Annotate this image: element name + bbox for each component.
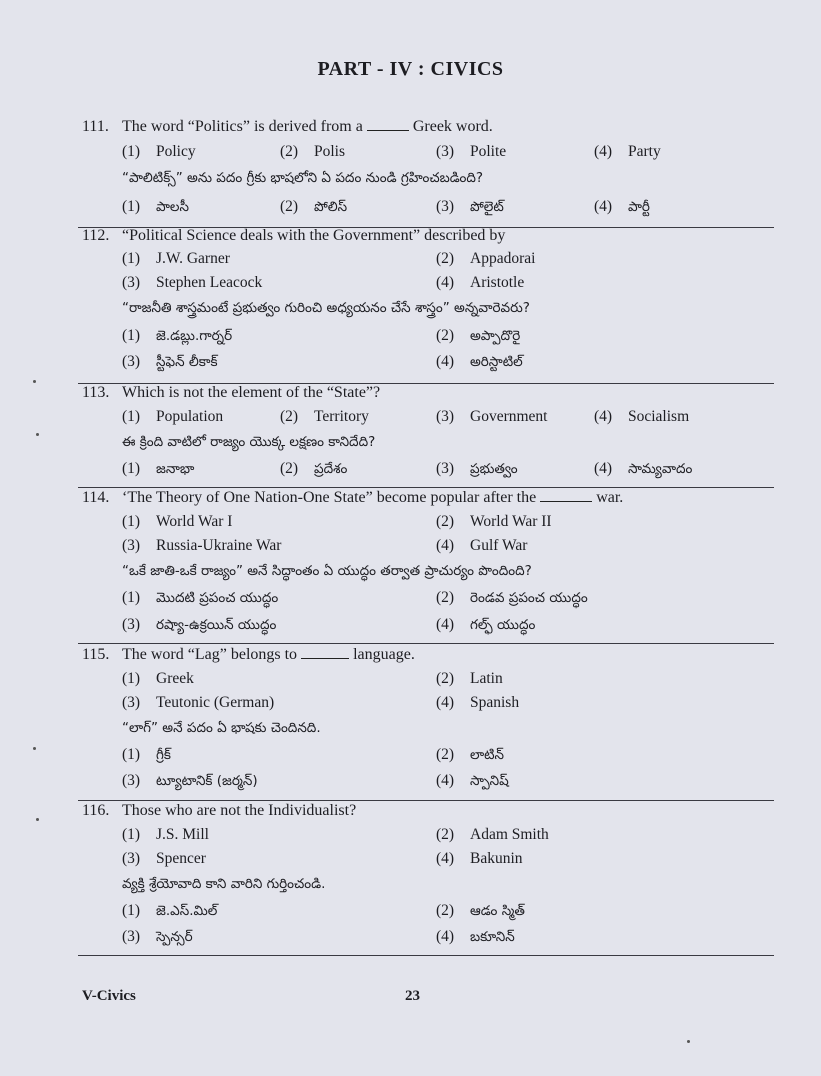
separator-line xyxy=(78,487,774,488)
option-4[interactable]: (4) Gulf War xyxy=(436,537,528,554)
telugu-options-row xyxy=(122,353,774,377)
telugu-option-1[interactable]: (1) జె.ఎస్.మిల్ xyxy=(122,902,218,919)
question-number: 112. xyxy=(82,227,110,244)
page-number: 23 xyxy=(405,988,420,1004)
option-2[interactable]: (2) World War II xyxy=(436,513,552,530)
option-3[interactable]: (3) Government xyxy=(436,408,548,425)
telugu-option-2[interactable]: (2) లాటిన్ xyxy=(436,746,505,763)
option-1[interactable]: (1) Population xyxy=(122,408,224,425)
telugu-question-text: “పాలిటిక్స్” అను పదం గ్రీకు భాషలోని ఏ పదం నుండి గ్రహించబడింది? xyxy=(122,170,484,186)
telugu-options-row xyxy=(122,616,774,640)
question-text: 113. Which is not the element of the “State”? xyxy=(82,384,381,401)
options-row xyxy=(122,513,774,537)
telugu-option-3[interactable]: (3) పోలైట్ xyxy=(436,198,504,215)
scan-speck xyxy=(687,1040,690,1043)
telugu-options-row xyxy=(122,460,774,484)
question-text: 111. The word “Politics” is derived from a Greek word. xyxy=(82,118,493,135)
telugu-options-row xyxy=(122,772,774,796)
telugu-question-text: “రాజనీతి శాస్త్రమంటే ప్రభుత్వం గురించి అధ్యయనం చేసే శాస్త్రం” అన్నవారెవరు? xyxy=(122,300,530,316)
question-text: 115. The word “Lag” belongs to language. xyxy=(82,646,415,663)
question-text: 112. “Political Science deals with the Government” described by xyxy=(82,227,506,244)
telugu-option-4[interactable]: (4) అరిస్టాటిల్ xyxy=(436,353,523,370)
option-3[interactable]: (3) Teutonic (German) xyxy=(122,694,275,711)
scan-speck xyxy=(36,433,39,436)
telugu-question-text: “లాగ్” అనే పదం ఏ భాషకు చెందినది. xyxy=(122,720,321,736)
telugu-option-4[interactable]: (4) బకూనిన్ xyxy=(436,928,515,945)
options-row xyxy=(122,850,774,874)
question-text: 114. ‘The Theory of One Nation-One State” become popular after the war. xyxy=(82,489,624,506)
question-number: 116. xyxy=(82,802,110,819)
separator-line xyxy=(78,643,774,644)
telugu-option-1[interactable]: (1) జనాభా xyxy=(122,460,195,477)
telugu-option-2[interactable]: (2) అప్పాదొరై xyxy=(436,327,521,344)
telugu-option-2[interactable]: (2) ఆడం స్మిత్ xyxy=(436,902,525,919)
option-4[interactable]: (4) Aristotle xyxy=(436,274,525,291)
option-3[interactable]: (3) Polite xyxy=(436,143,507,160)
page-title: PART - IV : CIVICS xyxy=(317,58,504,80)
telugu-options-row xyxy=(122,902,774,926)
telugu-question-text: వ్యక్తి శ్రేయోవాది కాని వారిని గుర్తించండి. xyxy=(122,876,326,892)
telugu-option-1[interactable]: (1) జె.డబ్లు.గార్నర్ xyxy=(122,327,233,344)
telugu-question-text: ఈ క్రింది వాటిలో రాజ్యం యొక్క లక్షణం కానిదేది? xyxy=(122,434,376,450)
options-row xyxy=(122,826,774,850)
options-row xyxy=(122,537,774,561)
option-1[interactable]: (1) Greek xyxy=(122,670,194,687)
option-1[interactable]: (1) J.S. Mill xyxy=(122,826,209,843)
question-number: 114. xyxy=(82,489,110,506)
option-1[interactable]: (1) J.W. Garner xyxy=(122,250,230,267)
footer-subject: V-Civics xyxy=(82,988,136,1004)
options-row xyxy=(122,408,774,432)
options-row xyxy=(122,694,774,718)
telugu-option-4[interactable]: (4) స్పానిష్ xyxy=(436,772,509,789)
option-2[interactable]: (2) Appadorai xyxy=(436,250,536,267)
options-row xyxy=(122,143,774,167)
telugu-options-row xyxy=(122,327,774,351)
options-row xyxy=(122,274,774,298)
telugu-options-row xyxy=(122,589,774,613)
telugu-option-3[interactable]: (3) ట్యూటానిక్ (జర్మన్) xyxy=(122,772,258,789)
question-114 xyxy=(82,489,774,639)
option-2[interactable]: (2) Territory xyxy=(280,408,369,425)
option-1[interactable]: (1) World War I xyxy=(122,513,233,530)
telugu-question-text: “ఒకే జాతి-ఒకే రాజ్యం” అనే సిద్ధాంతం ఏ యుద్ధం తర్వాత ప్రాచుర్యం పొందింది? xyxy=(122,563,532,579)
question-115 xyxy=(82,646,774,796)
telugu-option-1[interactable]: (1) పాలసీ xyxy=(122,198,189,215)
option-3[interactable]: (3) Russia-Ukraine War xyxy=(122,537,282,554)
question-116 xyxy=(82,802,774,952)
option-2[interactable]: (2) Polis xyxy=(280,143,346,160)
option-4[interactable]: (4) Bakunin xyxy=(436,850,523,867)
telugu-option-2[interactable]: (2) పోలిస్ xyxy=(280,198,348,215)
separator-line xyxy=(78,800,774,801)
option-4[interactable]: (4) Party xyxy=(594,143,661,160)
telugu-options-row xyxy=(122,746,774,770)
options-row xyxy=(122,670,774,694)
blank-line xyxy=(540,489,592,502)
option-3[interactable]: (3) Stephen Leacock xyxy=(122,274,263,291)
telugu-option-2[interactable]: (2) ప్రదేశం xyxy=(280,460,348,477)
telugu-option-4[interactable]: (4) సామ్యవాదం xyxy=(594,460,693,477)
question-text: 116. Those who are not the Individualist? xyxy=(82,802,357,819)
question-112 xyxy=(82,227,774,377)
blank-line xyxy=(367,118,409,131)
telugu-options-row xyxy=(122,198,774,222)
telugu-option-3[interactable]: (3) ప్రభుత్వం xyxy=(436,460,518,477)
option-3[interactable]: (3) Spencer xyxy=(122,850,206,867)
telugu-option-4[interactable]: (4) గల్ఫ్ యుద్ధం xyxy=(436,616,536,633)
telugu-option-4[interactable]: (4) పార్టీ xyxy=(594,198,650,215)
separator-line xyxy=(78,955,774,956)
question-number: 111. xyxy=(82,118,109,135)
telugu-option-3[interactable]: (3) రష్యా-ఉక్రయిన్ యుద్ధం xyxy=(122,616,277,633)
scan-speck xyxy=(33,747,36,750)
telugu-options-row xyxy=(122,928,774,952)
telugu-option-1[interactable]: (1) మొదటి ప్రపంచ యుద్ధం xyxy=(122,589,279,606)
blank-line xyxy=(301,646,349,659)
telugu-option-2[interactable]: (2) రెండవ ప్రపంచ యుద్ధం xyxy=(436,589,588,606)
scan-speck xyxy=(33,380,36,383)
option-4[interactable]: (4) Spanish xyxy=(436,694,520,711)
telugu-option-3[interactable]: (3) స్పెన్సర్ xyxy=(122,928,193,945)
options-row xyxy=(122,250,774,274)
telugu-option-3[interactable]: (3) స్టీఫెన్ లీకాక్ xyxy=(122,353,218,370)
question-number: 113. xyxy=(82,384,110,401)
option-2[interactable]: (2) Latin xyxy=(436,670,503,687)
option-2[interactable]: (2) Adam Smith xyxy=(436,826,549,843)
option-1[interactable]: (1) Policy xyxy=(122,143,196,160)
telugu-option-1[interactable]: (1) గ్రీక్ xyxy=(122,746,171,763)
scan-speck xyxy=(36,818,39,821)
question-113 xyxy=(82,384,774,484)
question-number: 115. xyxy=(82,646,110,663)
option-4[interactable]: (4) Socialism xyxy=(594,408,690,425)
question-111 xyxy=(82,118,774,228)
